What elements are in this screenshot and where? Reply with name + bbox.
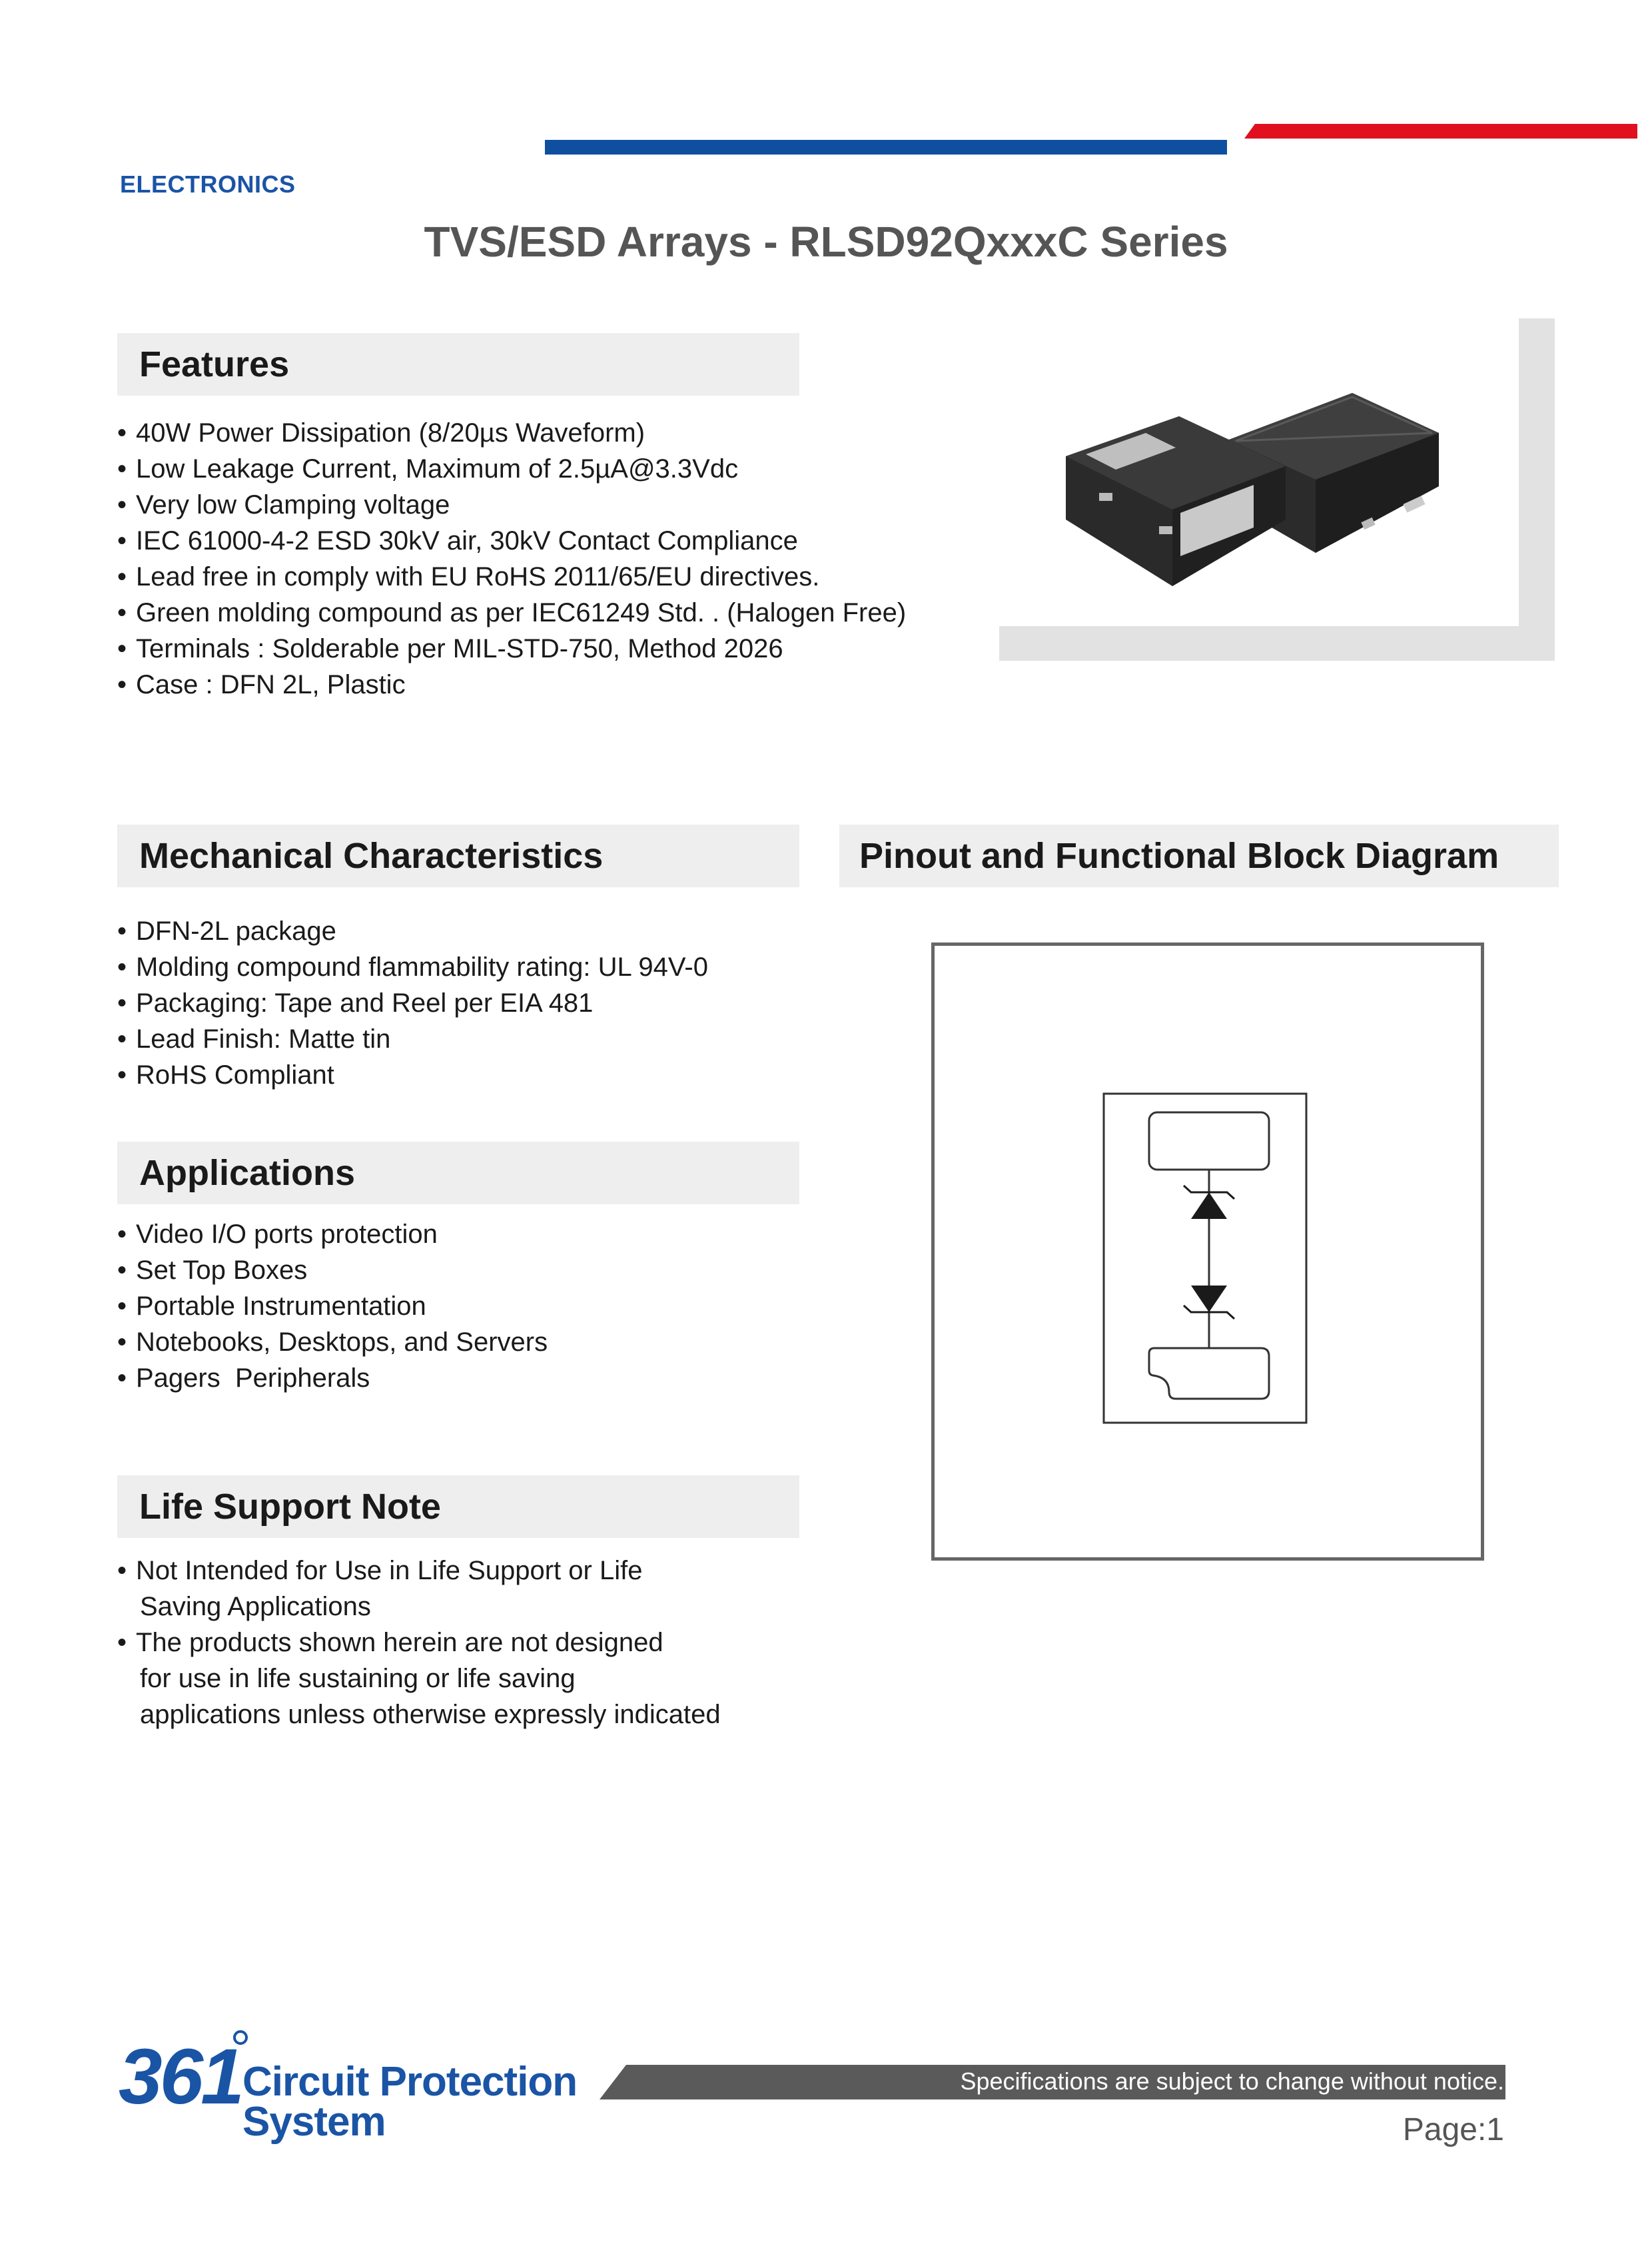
list-item: • Not Intended for Use in Life Support or Life <box>117 1553 721 1589</box>
list-item: • Molding compound flammability rating: UL 94V-0 <box>117 949 708 985</box>
list-item: • RoHS Compliant <box>117 1057 708 1093</box>
pinout-heading: Pinout and Functional Block Diagram <box>839 825 1559 887</box>
list-item: • Very low Clamping voltage <box>117 487 906 523</box>
photo-frame-right <box>1519 318 1555 661</box>
logo-number: 361 <box>119 2033 242 2121</box>
list-item: • Set Top Boxes <box>117 1252 548 1288</box>
logo-text-line2: System <box>242 2099 386 2145</box>
photo-frame-bottom <box>999 626 1555 661</box>
brand-label: ELECTRONICS <box>120 171 296 198</box>
page-number: Page:1 <box>1402 2112 1504 2147</box>
block-diagram <box>1102 1092 1310 1425</box>
features-list <box>117 415 906 703</box>
list-item: • Case : DFN 2L, Plastic <box>117 667 906 703</box>
life-support-list <box>117 1553 721 1732</box>
list-item-continuation: for use in life sustaining or life saving <box>140 1664 576 1693</box>
page-title: TVS/ESD Arrays - RLSD92QxxxC Series <box>424 218 1228 266</box>
list-item: • Lead free in comply with EU RoHS 2011/65/EU directives. <box>117 559 906 595</box>
list-item: • Lead Finish: Matte tin <box>117 1021 708 1057</box>
logo-degree-icon <box>233 2030 248 2045</box>
header-blue-bar <box>545 140 1227 155</box>
footer-notice: Specifications are subject to change without notice. <box>960 2067 1504 2095</box>
list-item: • Notebooks, Desktops, and Servers <box>117 1324 548 1360</box>
list-item: • DFN-2L package <box>117 913 708 949</box>
list-item-continuation: Saving Applications <box>140 1592 371 1621</box>
list-item: • The products shown herein are not designed <box>117 1625 721 1661</box>
list-item: • Low Leakage Current, Maximum of 2.5µA@3.3Vdc <box>117 451 906 487</box>
list-item: • 40W Power Dissipation (8/20µs Waveform) <box>117 415 906 451</box>
list-item: • Terminals : Solderable per MIL-STD-750, Method 2026 <box>117 631 906 667</box>
life-support-heading: Life Support Note <box>117 1475 799 1538</box>
pin-1-pad <box>1149 1112 1269 1170</box>
tvs-diode-down-icon <box>1191 1286 1227 1312</box>
mechanical-list <box>117 913 708 1093</box>
mechanical-heading: Mechanical Characteristics <box>117 825 799 887</box>
product-photo <box>1059 386 1446 606</box>
list-item: • IEC 61000-4-2 ESD 30kV air, 30kV Contact Compliance <box>117 523 906 559</box>
applications-list <box>117 1216 548 1396</box>
tvs-diode-up-icon <box>1191 1192 1227 1219</box>
list-item: • Pagers Peripherals <box>117 1360 548 1396</box>
list-item: • Green molding compound as per IEC61249 Std. . (Halogen Free) <box>117 595 906 631</box>
list-item: • Video I/O ports protection <box>117 1216 548 1252</box>
header-red-bar <box>1244 124 1637 139</box>
list-item: • Portable Instrumentation <box>117 1288 548 1324</box>
features-heading: Features <box>117 333 799 396</box>
logo-text-line1: Circuit Protection <box>242 2059 578 2105</box>
pin-2-pad <box>1149 1348 1269 1399</box>
list-item-continuation: applications unless otherwise expressly indicated <box>140 1700 721 1729</box>
package-outline <box>1104 1094 1306 1423</box>
list-item: • Packaging: Tape and Reel per EIA 481 <box>117 985 708 1021</box>
applications-heading: Applications <box>117 1142 799 1204</box>
